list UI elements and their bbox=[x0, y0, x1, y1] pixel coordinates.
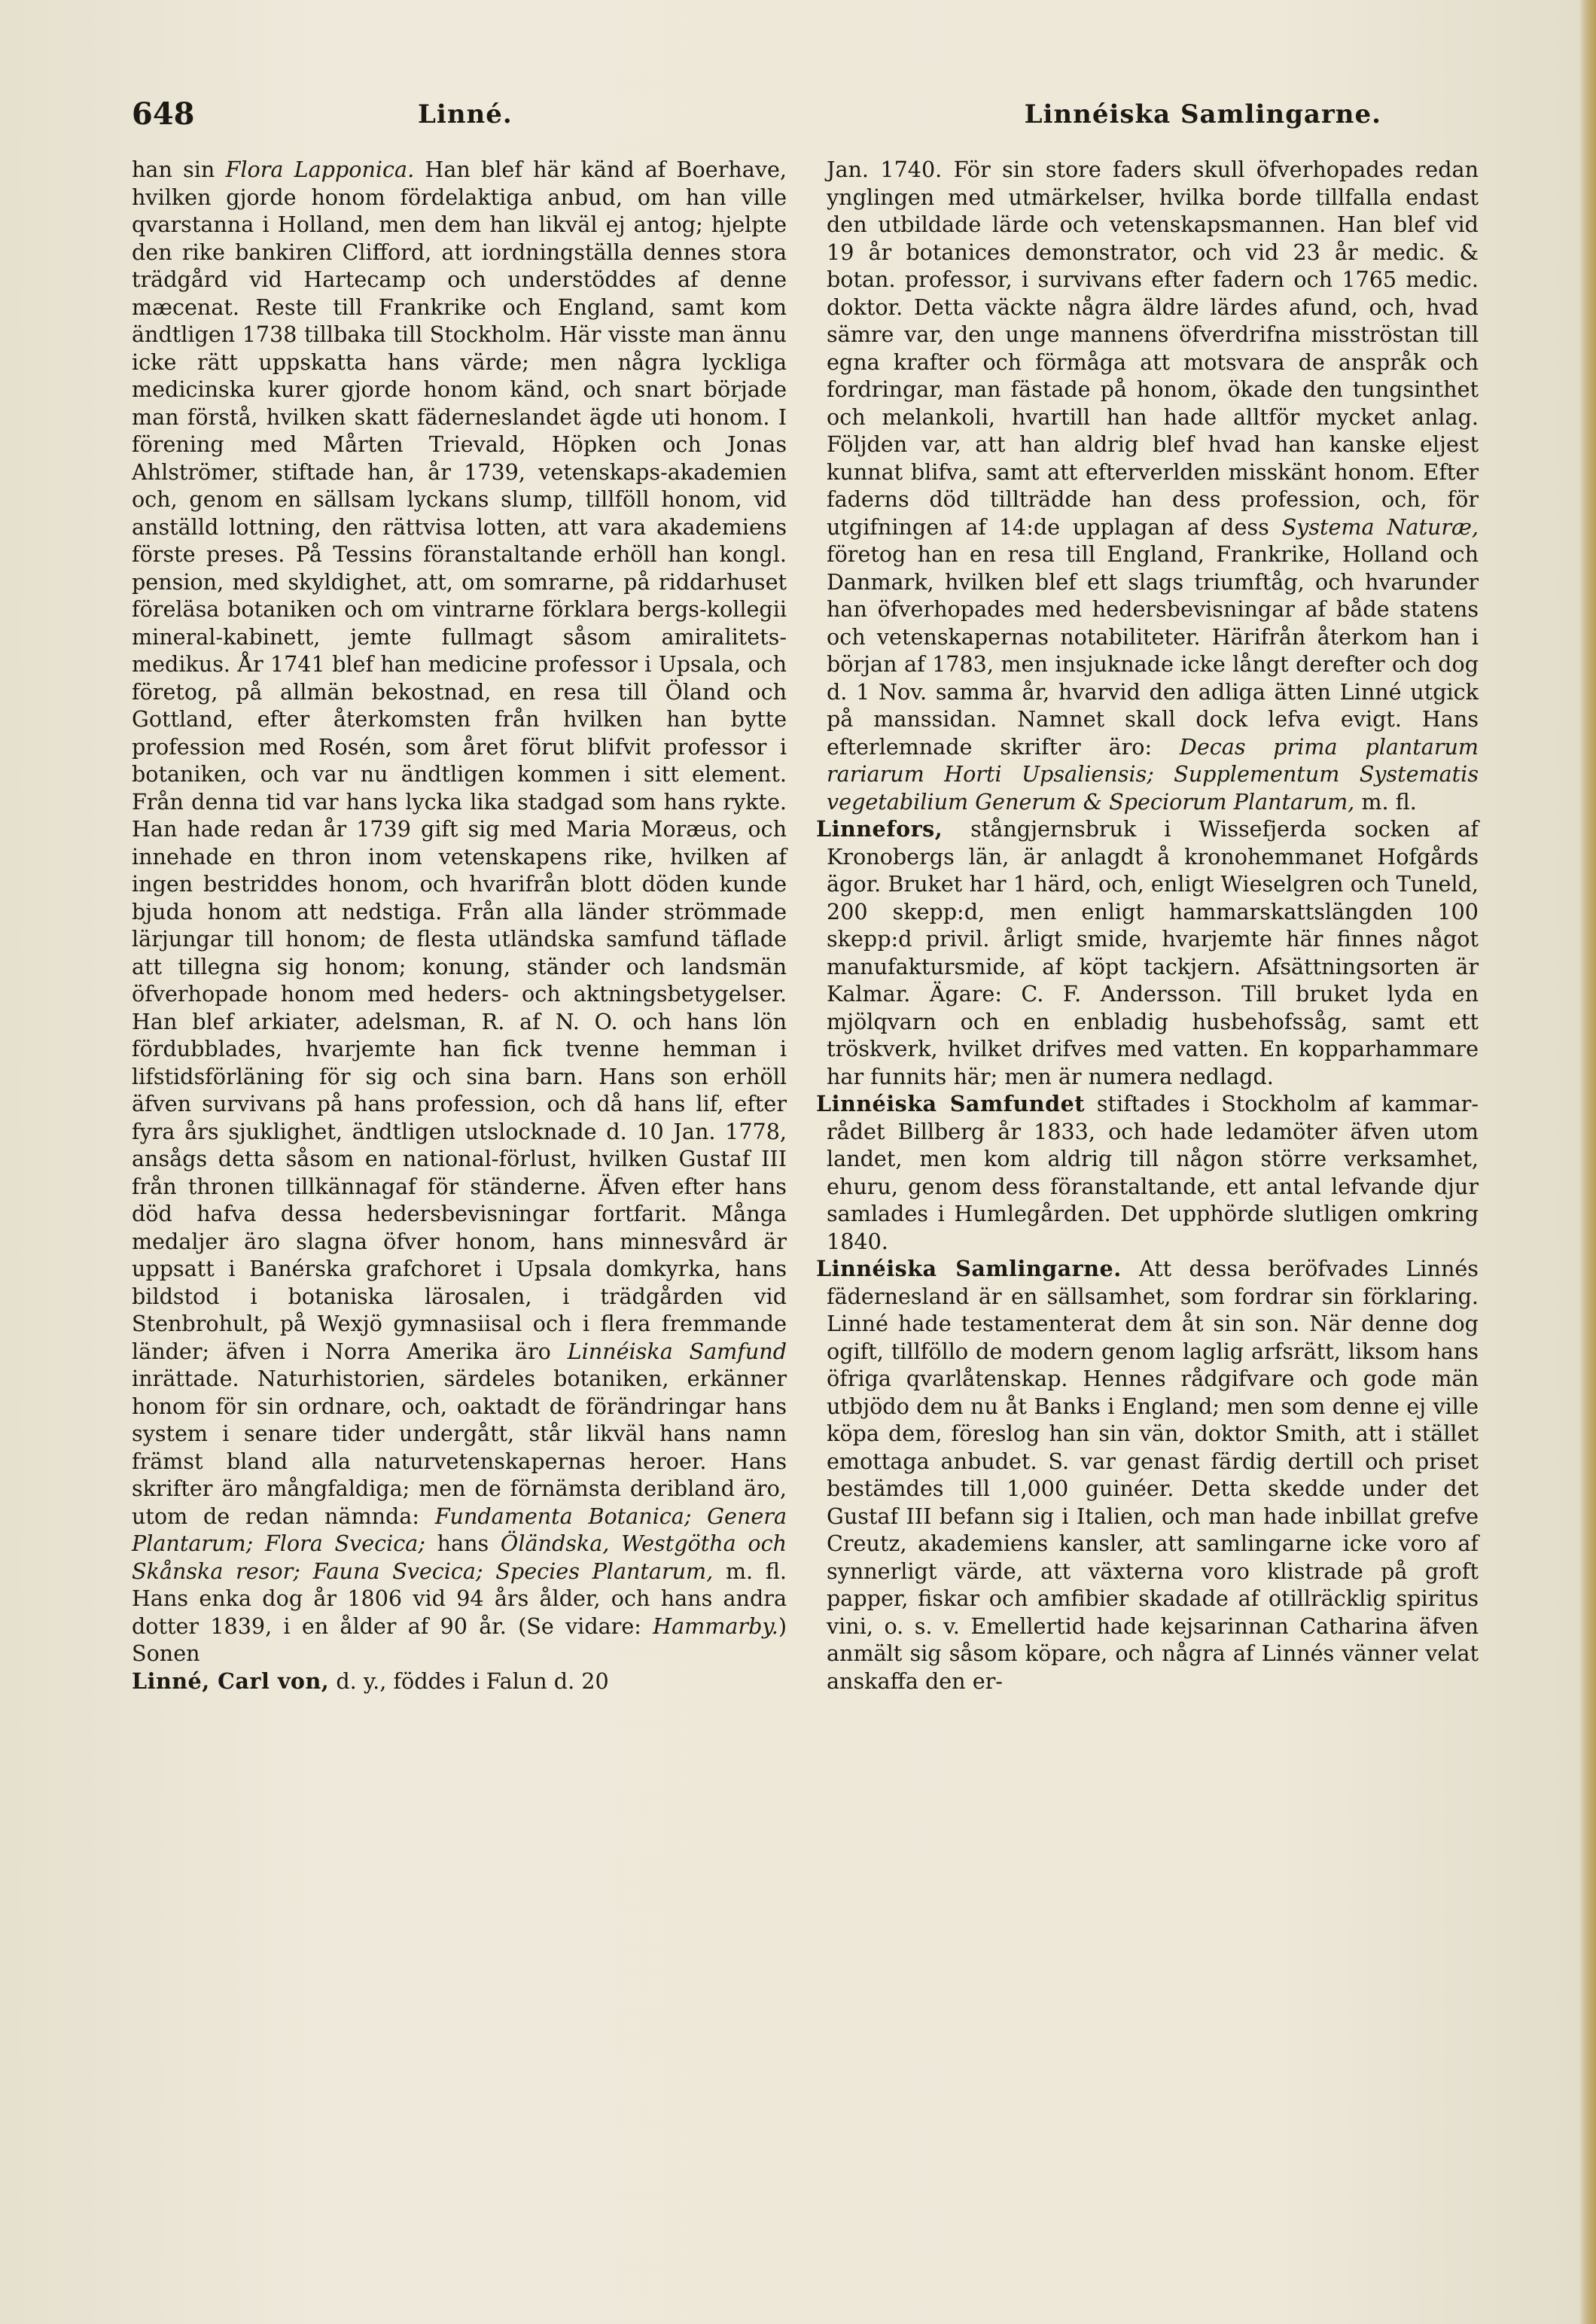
entry-linnefors: Linnefors, stångjernsbruk i Wissefjerda socken af Kronobergs län, är anlagdt å kronohemmanet Hofgårds ägor. Bruket har 1 härd, och, enligt Wieselgren och Tuneld, 200 skepp:d, men enligt hammarskattslängden 100 skepp:d privil. årligt smide, hvarjemte här finnes något manufaktursmide, af köpt tackjern. Afsättningsorten är Kalmar. Ägare: C. F. Andersson. Till bruket lyda en mjölqvarn och en enbladig husbehofssåg, samt ett tröskverk, hvilket drifves med vatten. En kopparhammare har funnits här; men är numera nedlagd. bbox=[816, 816, 1479, 1089]
page-header bbox=[132, 96, 1381, 142]
entry-headword: Linnéiska Samlingarne. bbox=[816, 1256, 1122, 1281]
entry-headword: Linnéiska Samfundet bbox=[816, 1091, 1085, 1116]
entry-linne-carl-von: Linné, Carl von, d. y., föddes i Falun d. 20 bbox=[132, 1668, 609, 1694]
left-column bbox=[132, 156, 787, 1695]
entry-linneiska-samlingarne: Linnéiska Samlingarne. Att dessa beröfvades Linnés fädernesland är en sällsamhet, som fordrar sin förklaring. Linné hade testamenterat dem åt sin son. När denne dog ogift, tillföllo de modern genom laglig arfsrätt, liksom hans öfriga qvarlåtenskap. Hennes rådgifvare och gode män utbjödo dem nu åt Banks i England; men som denne ej ville köpa dem, föreslog han sin vän, doktor Smith, att i stället emottaga anbudet. S. var genast färdig dertill och priset bestämdes till 1,000 guinéer. Detta skedde under det Gustaf III befann sig i Italien, och man hade inbillat grefve Creutz, akademiens kansler, att samlingarne icke voro af synnerligt värde, att växterna voro klistrade på groft papper, fiskar och amfibier skadade af otillräcklig spiritus vini, o. s. v. Emellertid hade kejsarinnan Catharina äfven anmält sig såsom köpare, och några af Linnés vänner velat anskaffa den er- bbox=[816, 1256, 1479, 1694]
running-head-left: Linné. bbox=[418, 99, 513, 129]
entry-headword: Linné, Carl von, bbox=[132, 1668, 330, 1694]
page-number: 648 bbox=[132, 96, 195, 132]
entry-linneiska-samfundet: Linnéiska Samfundet stiftades i Stockholm af kammar-rådet Billberg år 1833, och hade ledamöter äfven utom landet, men kom aldrig till någon större verksamhet, ehuru, genom dess föranstaltande, ett antal lefvande djur samlades i Humlegården. Det upphörde slutligen omkring 1840. bbox=[816, 1091, 1479, 1254]
running-head-right: Linnéiska Samlingarne. bbox=[1024, 99, 1381, 129]
page-edge bbox=[1579, 0, 1596, 2324]
entry-headword: Linnefors, bbox=[816, 816, 943, 842]
right-column bbox=[816, 156, 1479, 1695]
linne-junior-continuation: Jan. 1740. För sin store faders skull öfverhopades redan ynglingen med utmärkelser, hvilka borde tillfalla endast den utbildade lärde och vetenskapsmannen. Han blef vid 19 år botanices demonstrator, och vid 23 år medic. & botan. professor, i survivans efter fadern och 1765 medic. doktor. Detta väckte några äldre lärdes afund, och, hvad sämre var, den unge mannens öfverdrifna misströstan till egna krafter och förmåga att motsvara de anspråk och fordringar, man fästade på honom, ökade den tungsinthet och melankoli, hvartill han hade alltför mycket anlag. Följden var, att han aldrig blef hvad han kanske eljest kunnat blifva, samt att efterverlden misskänt honom. Efter faderns död tillträdde han dess profession, och, för utgifningen af 14:de upplagan af dess Systema Naturæ, företog han en resa till England, Frankrike, Holland och Danmark, hvilken blef ett slags triumftåg, och hvarunder han öfverhopades med hedersbevisningar af både statens och vetenskapernas notabiliteter. Härifrån återkom han i början af 1783, men insjuknade icke långt derefter och dog d. 1 Nov. samma år, hvarvid den adliga ätten Linné utgick på manssidan. Namnet skall dock lefva evigt. Hans efterlemnade skrifter äro: Decas prima plantarum rariarum Horti Upsaliensis; Supplementum Systematis vegetabilium Generum & Speciorum Plantarum, m. fl. bbox=[827, 157, 1479, 815]
linne-senior-continuation: han sin Flora Lapponica. Han blef här känd af Boerhave, hvilken gjorde honom fördelaktiga anbud, om han ville qvarstanna i Holland, men dem han likväl ej antog; hjelpte den rike bankiren Clifford, att iordningställa dennes stora trädgård vid Hartecamp och understöddes af denne mæcenat. Reste till Frankrike och England, samt kom ändtligen 1738 tillbaka till Stockholm. Här visste man ännu icke rätt uppskatta hans värde; men några lyckliga medicinska kurer gjorde honom känd, och snart började man förstå, hvilken skatt fäderneslandet ägde uti honom. I förening med Mårten Trievald, Höpken och Jonas Ahlströmer, stiftade han, år 1739, vetenskaps-akademien och, genom en sällsam lyckans slump, tillföll honom, vid anställd lottning, den rättvisa lotten, att vara akademiens förste preses. På Tessins föranstaltande erhöll han kongl. pension, med skyldighet, att, om somrarne, på riddarhuset föreläsa botaniken och om vintrarne förklara bergs-kollegii mineral-kabinett, jemte fullmagt såsom amiralitets-medikus. År 1741 blef han medicine professor i Upsala, och företog, på allmän bekostnad, en resa till Öland och Gottland, efter återkomsten från hvilken han bytte profession med Rosén, som året förut blifvit professor i botaniken, och var nu ändtligen kommen i sitt element. Från denna tid var hans lycka lika stadgad som hans rykte. Han hade redan år 1739 gift sig med Maria Moræus, och innehade en thron inom vetenskapens rike, hvilken af ingen bestriddes honom, och hvarifrån blott döden kunde bjuda honom att nedstiga. Från alla länder strömmade lärjungar till honom; de flesta utländska samfund täflade att tillegna sig honom; konung, ständer och landsmän öfverhopade honom med heders- och aktningsbetygelser. Han blef arkiater, adelsman, R. af N. O. och hans lön fördubblades, hvarjemte han fick tvenne hemman i lifstidsförläning för sig och sina barn. Hans son erhöll äfven survivans på hans profession, och då hans lif, efter fyra års sjuklighet, ändtligen utslocknade d. 10 Jan. 1778, ansågs detta såsom en national-förlust, hvilken Gustaf III från thronen tillkännagaf för ständerne. Äfven efter hans död hafva dessa hedersbevisningar fortfarit. Många medaljer äro slagna öfver honom, hans minnesvård är uppsatt i Banérska grafchoret i Upsala domkyrka, hans bildstod i botaniska lärosalen, i trädgården vid Stenbrohult, på Wexjö gymnasiisal och i flera fremmande länder; äfven i Norra Amerika äro Linnéiska Samfund inrättade. Naturhistorien, särdeles botaniken, erkänner honom för sin ordnare, och, oaktadt de förändringar hans system i senare tider undergått, står likväl hans namn främst bland alla naturvetenskapernas heroer. Hans skrifter äro mångfaldiga; men de förnämsta deribland äro, utom de redan nämnda: Fundamenta Botanica; Genera Plantarum; Flora Svecica; hans Öländska, Westgötha och Skånska resor; Fauna Svecica; Species Plantarum, m. fl. Hans enka dog år 1806 vid 94 års ålder, och hans andra dotter 1839, i en ålder af 90 år. (Se vidare: Hammarby.) Sonen bbox=[132, 157, 787, 1666]
